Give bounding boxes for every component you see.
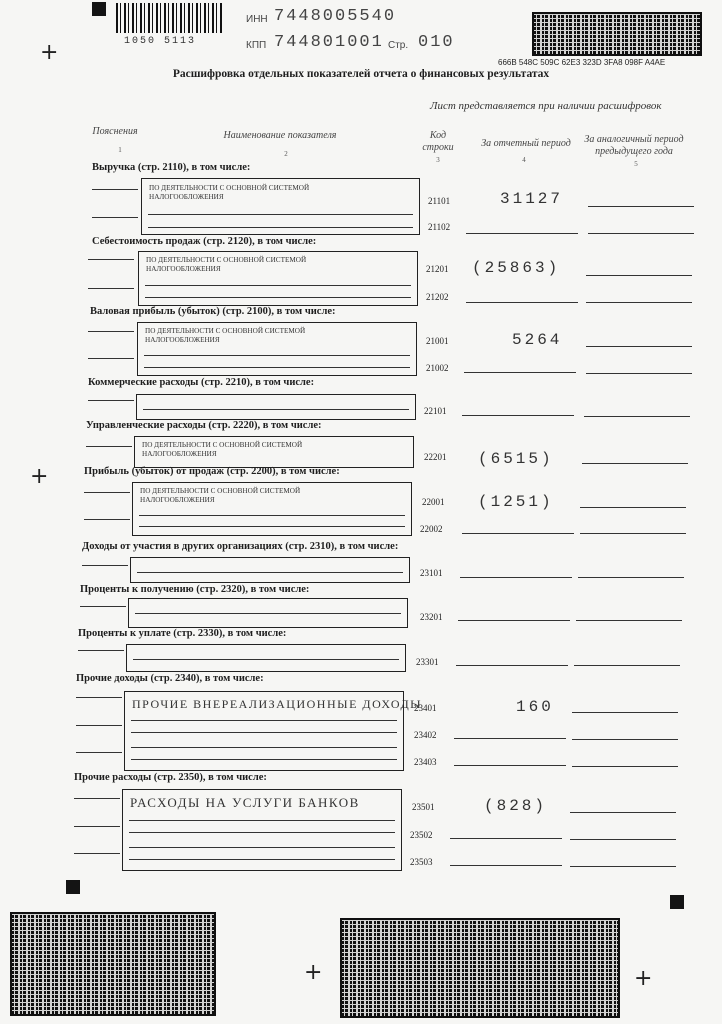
notes-line bbox=[84, 519, 130, 520]
previous-period-line bbox=[572, 712, 678, 713]
notes-line bbox=[76, 725, 122, 726]
indicator-box bbox=[132, 482, 412, 536]
reporting-period-line bbox=[466, 302, 578, 303]
indicator-line bbox=[148, 227, 413, 228]
section-title: Выручка (стр. 2110), в том числе: bbox=[92, 162, 251, 173]
indicator-box bbox=[122, 789, 402, 871]
indicator-line bbox=[129, 820, 395, 821]
section-title: Себестоимость продаж (стр. 2120), в том числе: bbox=[92, 236, 317, 247]
row-value: (828) bbox=[484, 797, 548, 815]
column-header-previous: За аналогичный период предыдущего года bbox=[584, 134, 684, 157]
reporting-period-line bbox=[450, 838, 562, 839]
barcode-number: 1050 5113 bbox=[124, 36, 197, 47]
page-subtitle: Лист представляется при наличии расшифровок bbox=[430, 100, 662, 112]
row-code: 21102 bbox=[428, 222, 451, 232]
notes-line bbox=[86, 446, 132, 447]
section-title: Прочие доходы (стр. 2340), в том числе: bbox=[76, 673, 264, 684]
document-hash: 666B 548C 509C 62E3 323D 3FA8 098F A4AE bbox=[498, 58, 666, 67]
kpp-label: КПП bbox=[246, 40, 267, 51]
section-title: Прочие расходы (стр. 2350), в том числе: bbox=[74, 772, 267, 783]
notes-line bbox=[80, 606, 126, 607]
row-code: 23503 bbox=[410, 857, 433, 867]
notes-line bbox=[76, 697, 122, 698]
page-label: Стр. bbox=[388, 40, 409, 51]
reporting-period-line bbox=[450, 865, 562, 866]
row-code: 23501 bbox=[412, 802, 435, 812]
indicator-line bbox=[131, 759, 397, 760]
reporting-period-line bbox=[454, 738, 566, 739]
row-code: 21202 bbox=[426, 292, 449, 302]
row-code: 23402 bbox=[414, 730, 437, 740]
reporting-period-line bbox=[462, 533, 574, 534]
reporting-period-line bbox=[464, 372, 576, 373]
row-value: 31127 bbox=[500, 190, 564, 208]
notes-line bbox=[88, 331, 134, 332]
crosshair-mark: + bbox=[30, 464, 49, 489]
registration-marker-top-left bbox=[92, 2, 106, 16]
reporting-period-line bbox=[466, 233, 578, 234]
indicator-box bbox=[126, 644, 406, 672]
column-header-notes: Пояснения bbox=[92, 126, 138, 137]
previous-period-line bbox=[584, 416, 690, 417]
previous-period-line bbox=[588, 206, 694, 207]
row-value: 5264 bbox=[512, 331, 563, 349]
kpp-value: 744801001 bbox=[274, 33, 384, 52]
indicator-line bbox=[131, 732, 397, 733]
previous-period-line bbox=[588, 233, 694, 234]
indicator-box bbox=[137, 322, 417, 376]
indicator-line bbox=[129, 832, 395, 833]
section-title: Управленческие расходы (стр. 2220), в том числе: bbox=[86, 420, 322, 431]
indicator-line bbox=[144, 355, 410, 356]
previous-period-line bbox=[580, 507, 686, 508]
notes-line bbox=[74, 826, 120, 827]
row-code: 23101 bbox=[420, 568, 443, 578]
indicator-line bbox=[139, 515, 405, 516]
notes-line bbox=[92, 189, 138, 190]
row-code: 21101 bbox=[428, 196, 451, 206]
notes-line bbox=[74, 853, 120, 854]
column-header-reporting: За отчетный период bbox=[481, 138, 571, 149]
column-number-previous: 5 bbox=[634, 160, 638, 168]
row-value: (1251) bbox=[478, 493, 554, 511]
registration-marker-bottom-right bbox=[670, 895, 684, 909]
notes-line bbox=[78, 650, 124, 651]
row-code: 21001 bbox=[426, 336, 449, 346]
crosshair-mark: + bbox=[40, 40, 59, 65]
indicator-name: ПО ДЕЯТЕЛЬНОСТИ С ОСНОВНОЙ СИСТЕМОЙ НАЛОГООБЛОЖЕНИЯ bbox=[142, 441, 303, 458]
indicator-name: ПРОЧИЕ ВНЕРЕАЛИЗАЦИОННЫЕ ДОХОДЫ bbox=[132, 697, 423, 711]
reporting-period-line bbox=[458, 620, 570, 621]
indicator-box bbox=[124, 691, 423, 771]
previous-period-line bbox=[572, 739, 678, 740]
section-title: Валовая прибыль (убыток) (стр. 2100), в том числе: bbox=[90, 306, 336, 317]
indicator-line bbox=[148, 214, 413, 215]
indicator-box bbox=[128, 598, 408, 628]
section-title: Проценты к уплате (стр. 2330), в том числе: bbox=[78, 628, 287, 639]
inn-value: 7448005540 bbox=[274, 7, 397, 26]
previous-period-line bbox=[570, 866, 676, 867]
column-number-notes: 1 bbox=[118, 146, 122, 154]
row-code: 22201 bbox=[424, 452, 447, 462]
previous-period-line bbox=[586, 275, 692, 276]
indicator-box bbox=[136, 394, 416, 420]
indicator-line bbox=[133, 659, 399, 660]
previous-period-line bbox=[586, 373, 692, 374]
indicator-line bbox=[137, 572, 403, 573]
previous-period-line bbox=[570, 812, 676, 813]
notes-line bbox=[88, 358, 134, 359]
page-number: 010 bbox=[418, 33, 455, 52]
column-number-reporting: 4 bbox=[522, 156, 526, 164]
indicator-name: РАСХОДЫ НА УСЛУГИ БАНКОВ bbox=[130, 795, 360, 810]
row-value: (25863) bbox=[472, 259, 561, 277]
indicator-line bbox=[131, 747, 397, 748]
section-title: Коммерческие расходы (стр. 2210), в том числе: bbox=[88, 377, 315, 388]
indicator-line bbox=[135, 613, 401, 614]
page-title: Расшифровка отдельных показателей отчета о финансовых результатах bbox=[172, 68, 550, 80]
reporting-period-line bbox=[462, 415, 574, 416]
section-title: Доходы от участия в других организациях (стр. 2310), в том числе: bbox=[82, 541, 399, 552]
previous-period-line bbox=[574, 665, 680, 666]
column-header-indicator: Наименование показателя bbox=[223, 130, 337, 141]
row-code: 21002 bbox=[426, 363, 449, 373]
2d-barcode-bottom-left bbox=[10, 912, 216, 1016]
indicator-name: ПО ДЕЯТЕЛЬНОСТИ С ОСНОВНОЙ СИСТЕМОЙ НАЛОГООБЛОЖЕНИЯ bbox=[145, 327, 306, 344]
row-code: 23301 bbox=[416, 657, 439, 667]
indicator-line bbox=[129, 847, 395, 848]
indicator-box bbox=[138, 251, 418, 306]
row-code: 23201 bbox=[420, 612, 443, 622]
row-code: 23502 bbox=[410, 830, 433, 840]
reporting-period-line bbox=[456, 665, 568, 666]
previous-period-line bbox=[570, 839, 676, 840]
indicator-line bbox=[129, 859, 395, 860]
indicator-line bbox=[131, 720, 397, 721]
notes-line bbox=[88, 288, 134, 289]
crosshair-mark: + bbox=[634, 966, 653, 991]
indicator-line bbox=[145, 285, 411, 286]
indicator-line bbox=[145, 297, 411, 298]
row-code: 22002 bbox=[420, 524, 443, 534]
2d-barcode-bottom-right bbox=[340, 918, 620, 1018]
notes-line bbox=[88, 400, 134, 401]
inn-label: ИНН bbox=[246, 14, 268, 25]
row-code: 22101 bbox=[424, 406, 447, 416]
notes-line bbox=[88, 259, 134, 260]
indicator-box bbox=[141, 178, 420, 235]
column-header-code: Код строки bbox=[422, 130, 454, 153]
notes-line bbox=[76, 752, 122, 753]
notes-line bbox=[84, 492, 130, 493]
indicator-name: ПО ДЕЯТЕЛЬНОСТИ С ОСНОВНОЙ СИСТЕМОЙ НАЛОГООБЛОЖЕНИЯ bbox=[146, 256, 307, 273]
column-number-indicator: 2 bbox=[284, 150, 288, 158]
row-value: 160 bbox=[516, 698, 554, 716]
column-number-code: 3 bbox=[436, 156, 440, 164]
notes-line bbox=[92, 217, 138, 218]
reporting-period-line bbox=[454, 765, 566, 766]
notes-line bbox=[74, 798, 120, 799]
2d-barcode-top bbox=[532, 12, 702, 56]
row-code: 22001 bbox=[422, 497, 445, 507]
notes-line bbox=[82, 565, 128, 566]
section-title: Проценты к получению (стр. 2320), в том числе: bbox=[80, 584, 310, 595]
indicator-name: ПО ДЕЯТЕЛЬНОСТИ С ОСНОВНОЙ СИСТЕМОЙ НАЛОГООБЛОЖЕНИЯ bbox=[140, 487, 301, 504]
previous-period-line bbox=[582, 463, 688, 464]
crosshair-mark: + bbox=[304, 960, 323, 985]
section-title: Прибыль (убыток) от продаж (стр. 2200), в том числе: bbox=[84, 466, 340, 477]
indicator-box bbox=[130, 557, 410, 583]
previous-period-line bbox=[586, 346, 692, 347]
previous-period-line bbox=[580, 533, 686, 534]
row-code: 23403 bbox=[414, 757, 437, 767]
indicator-line bbox=[143, 409, 409, 410]
indicator-name: ПО ДЕЯТЕЛЬНОСТИ С ОСНОВНОЙ СИСТЕМОЙ НАЛОГООБЛОЖЕНИЯ bbox=[149, 184, 310, 201]
row-value: (6515) bbox=[478, 450, 554, 468]
indicator-box bbox=[134, 436, 414, 468]
reporting-period-line bbox=[460, 577, 572, 578]
row-code: 21201 bbox=[426, 264, 449, 274]
previous-period-line bbox=[572, 766, 678, 767]
registration-marker-bottom-left bbox=[66, 880, 80, 894]
previous-period-line bbox=[576, 620, 682, 621]
indicator-line bbox=[144, 367, 410, 368]
previous-period-line bbox=[586, 302, 692, 303]
linear-barcode bbox=[116, 3, 224, 33]
indicator-line bbox=[139, 526, 405, 527]
row-code: 23401 bbox=[414, 703, 437, 713]
previous-period-line bbox=[578, 577, 684, 578]
